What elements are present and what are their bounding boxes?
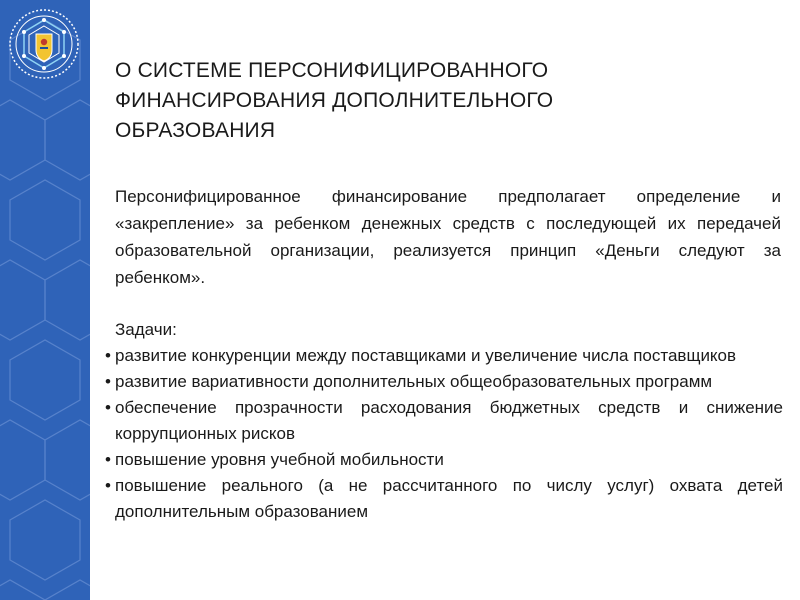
- task-text: развитие вариативности дополнительных общеобразовательных программ: [115, 372, 713, 391]
- list-item: [105, 473, 783, 525]
- side-decor-band: [0, 0, 90, 600]
- tasks-heading: Задачи:: [115, 320, 177, 339]
- slide-title: О СИСТЕМЕ ПЕРСОНИФИЦИРОВАННОГО ФИНАНСИРОВАНИЯ ДОПОЛНИТЕЛЬНОГО ОБРАЗОВАНИЯ: [115, 59, 554, 142]
- task-text: развитие конкуренции между поставщиками и увеличение числа поставщиков: [115, 346, 737, 365]
- bullet-icon: •: [105, 398, 111, 417]
- intro-paragraph: Персонифицированное финансирование предполагает определение и «закрепление» за ребенком денежных средств с последующей их передачей образовательной организации, реализуется принцип «Деньги следуют за ребенком».: [115, 187, 781, 287]
- task-text: повышение уровня учебной мобильности: [115, 450, 444, 469]
- bullet-icon: •: [105, 346, 111, 365]
- list-item: [105, 395, 783, 447]
- list-item: [105, 369, 783, 395]
- list-item: [105, 447, 783, 473]
- list-item: [105, 343, 783, 369]
- regional-emblem-icon: [6, 6, 82, 82]
- task-text: обеспечение прозрачности расходования бюджетных средств и снижение коррупционных рисков: [115, 398, 783, 443]
- tasks-list: [105, 343, 783, 525]
- hexagon-pattern: [0, 0, 90, 600]
- task-text: повышение реального (а не рассчитанного по числу услуг) охвата детей дополнительным образованием: [115, 476, 783, 521]
- bullet-icon: •: [105, 372, 111, 391]
- bullet-icon: •: [105, 450, 111, 469]
- bullet-icon: •: [105, 476, 111, 495]
